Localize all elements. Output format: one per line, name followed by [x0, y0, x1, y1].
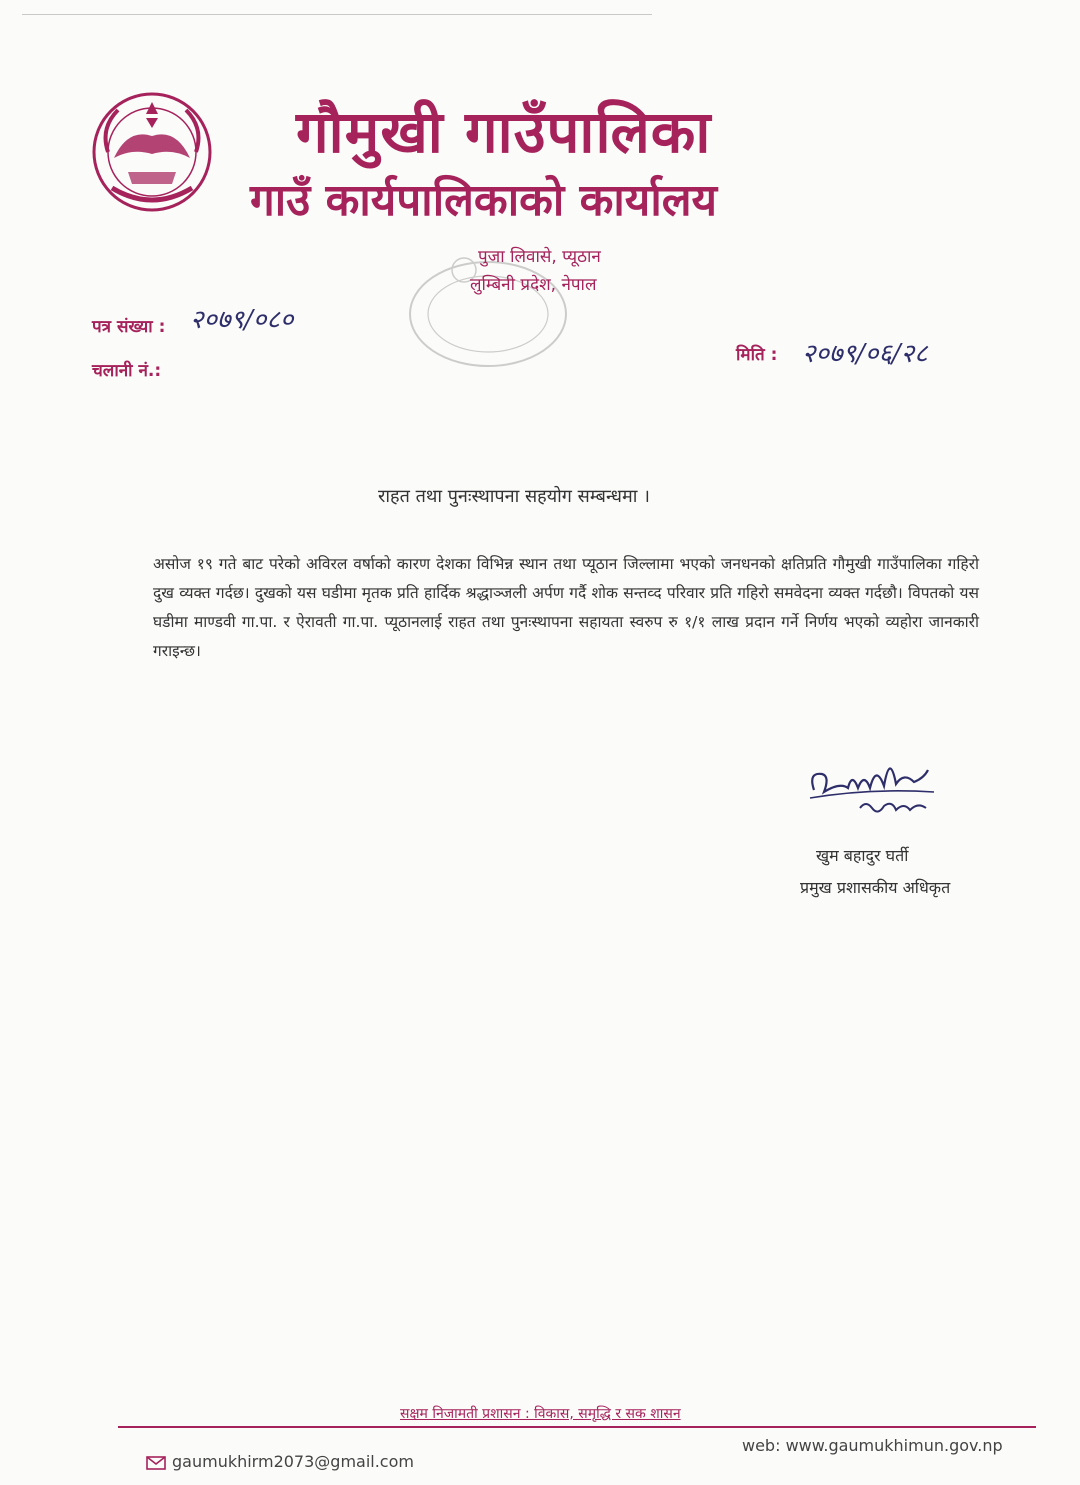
footer-website: web: www.gaumukhimun.gov.np — [742, 1436, 1003, 1455]
envelope-icon — [146, 1456, 166, 1470]
address-line-1: पुजा लिवासे, प्यूठान — [478, 247, 601, 267]
office-name: गौमुखी गाउँपालिका — [296, 98, 712, 166]
dispatch-number-label: चलानी नं.: — [92, 361, 162, 381]
letter-subject: राहत तथा पुनःस्थापना सहयोग सम्बन्धमा । — [378, 486, 650, 507]
footer-email: gaumukhirm2073@gmail.com — [172, 1452, 414, 1471]
footer-email-row — [146, 1452, 414, 1471]
office-subtitle: गाउँ कार्यपालिकाको कार्यालय — [250, 175, 718, 226]
footer-divider — [118, 1426, 1036, 1428]
nepal-government-emblem — [88, 88, 216, 216]
address-line-2: लुम्बिनी प्रदेश, नेपाल — [470, 275, 597, 295]
ref-number-label: पत्र संख्या : — [92, 317, 166, 337]
date-value: २०७९/०६/२८ — [802, 339, 928, 369]
ref-number-value: २०७९/०८० — [190, 305, 294, 335]
scan-edge-line — [22, 14, 652, 15]
footer-slogan: सक्षम निजामती प्रशासन : विकास, समृद्धि र सक शासन — [400, 1406, 681, 1422]
letter-body: असोज १९ गते बाट परेको अविरल वर्षाको कारण देशका विभिन्न स्थान तथा प्यूठान जिल्लामा भएको जनधनको क्षतिप्रति गौमुखी गाउँपालिका गहिरो दुख व्यक्त गर्दछ। दुखको यस घडीमा मृतक प्रति हार्दिक श्रद्धाञ्जली अर्पण गर्दै शोक सन्तव्द परिवार प्रति गहिरो समवेदना व्यक्त गर्दछौ। विपतको यस घडीमा माण्डवी गा.पा. र ऐरावती गा.पा. प्यूठानलाई राहत तथा पुनःस्थापना सहायता स्वरुप रु १/१ लाख प्रदान गर्ने निर्णय भएको व्यहोरा जानकारी गराइन्छ। — [153, 555, 979, 660]
handwritten-signature-icon — [800, 742, 950, 832]
signer-title: प्रमुख प्रशासकीय अधिकृत — [800, 878, 951, 897]
signer-name: खुम बहादुर घर्ती — [816, 846, 909, 865]
date-label: मिति : — [736, 345, 778, 365]
